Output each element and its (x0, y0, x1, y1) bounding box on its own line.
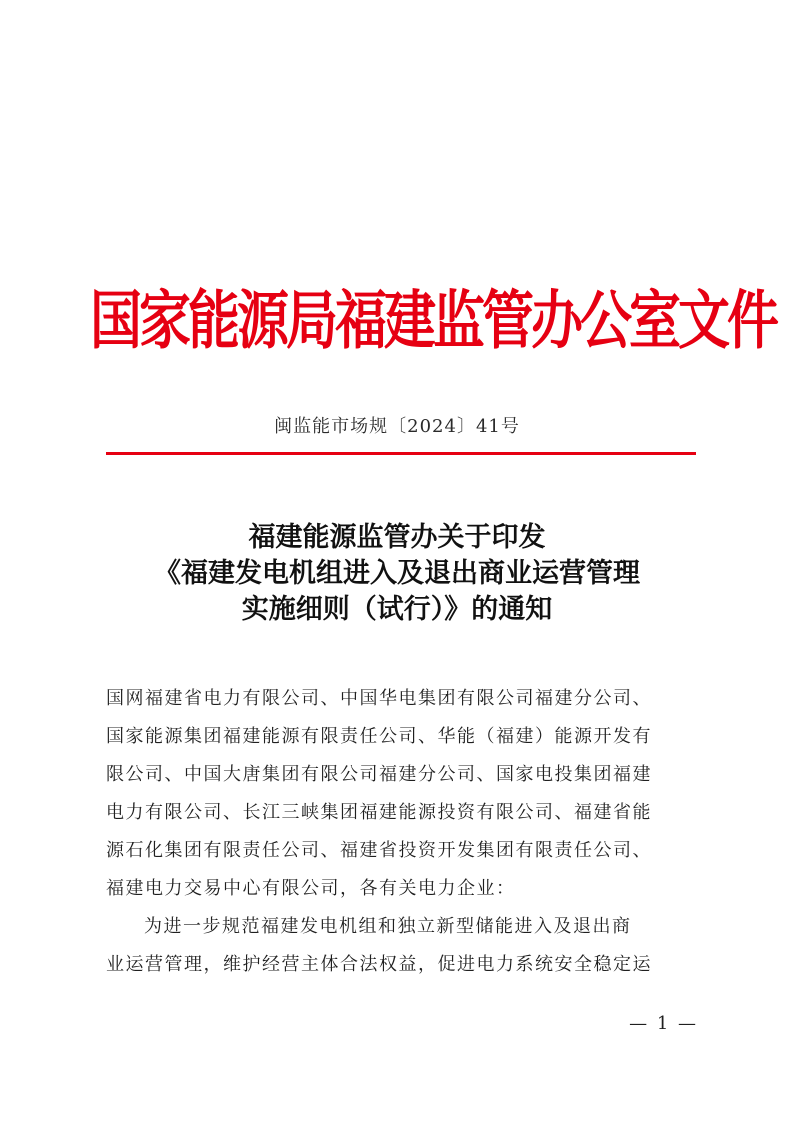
notice-title (90, 520, 704, 628)
red-separator-line (106, 452, 696, 455)
body-paragraph-line: 为进一步规范福建发电机组和独立新型储能进入及退出商 (144, 916, 632, 937)
page-number: — 1 — (629, 1013, 698, 1034)
notice-body (106, 680, 696, 984)
addressee-line: 福建电力交易中心有限公司，各有关电力企业： (106, 878, 516, 899)
addressee-line: 限公司、中国大唐集团有限公司福建分公司、国家电投集团福建 (106, 764, 652, 785)
title-line-1: 福建能源监管办关于印发 (248, 522, 546, 553)
document-number: 闽监能市场规〔2024〕41号 (274, 416, 520, 437)
title-line-2: 《福建发电机组进入及退出商业运营管理 (154, 558, 640, 589)
addressee-line: 国家能源集团福建能源有限责任公司、华能（福建）能源开发有 (106, 726, 652, 747)
addressee-line: 源石化集团有限责任公司、福建省投资开发集团有限责任公司、 (106, 840, 652, 861)
title-line-3: 实施细则（试行）》的通知 (241, 594, 553, 625)
body-paragraph-line: 业运营管理，维护经营主体合法权益，促进电力系统安全稳定运 (106, 954, 652, 975)
addressee-line: 电力有限公司、长江三峡集团福建能源投资有限公司、福建省能 (106, 802, 652, 823)
masthead-title: 国家能源局福建监管办公室文件 (90, 285, 777, 359)
addressee-line: 国网福建省电力有限公司、中国华电集团有限公司福建分公司、 (106, 688, 652, 709)
